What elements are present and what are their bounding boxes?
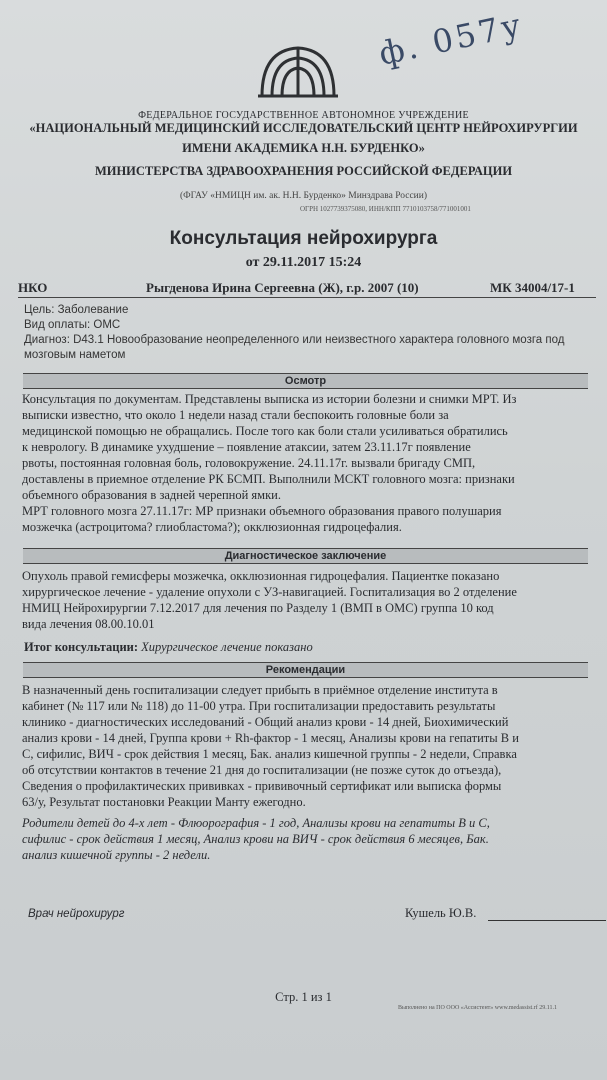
exam-line: доставлены в приемное отделение РК БСМП. Выполнили МСКТ головного мозга: признаки	[22, 472, 515, 486]
exam-line: МРТ головного мозга 27.11.17г: МР признаки объемного образования правого полушария	[22, 504, 502, 518]
medical-card-number: МК 34004/17-1	[490, 280, 575, 295]
diagnosis-line1: Диагноз: D43.1 Новообразование неопределенного или неизвестного характера головного мозга под	[24, 334, 565, 346]
exam-line: выписки известно, что около 1 недели назад стали беспокоить головные боли за	[22, 408, 449, 422]
rec-italic-line: сифилис - срок действия 1 месяц, Анализ крови на ВИЧ - срок действия 6 месяцев, Бак.	[22, 832, 489, 846]
patient-name: Рыгденова Ирина Сергеевна (Ж), г.р. 2007 (10)	[146, 280, 419, 295]
rec-line: анализ крови - 14 дней, Группа крови + Rh-фактор - 1 месяц, Анализы крови на гепатиты В и	[22, 731, 519, 745]
exam-line: объемного образования в задней черепной ямки.	[22, 488, 281, 502]
institute-logo	[256, 42, 340, 100]
recommendations-text	[22, 682, 592, 810]
payment-type: Вид оплаты: ОМС	[24, 319, 121, 331]
org-abbrev: (ФГАУ «НМИЦН им. ак. Н.Н. Бурденко» Минздрава России)	[179, 191, 428, 201]
rec-line: кабинет (№ 117 или № 118) до 11-00 утра. При госпитализации предоставить результаты	[22, 699, 496, 713]
diag-line: хирургическое лечение - удаление опухоли с УЗ-навигацией. Госпитализация во 2 отделение	[22, 585, 517, 599]
section-exam-title: Осмотр	[23, 373, 588, 389]
exam-line: медицинской помощью не обращались. После того как боли стали усиливаться обратились	[22, 424, 508, 438]
diagnosis-text	[22, 568, 592, 632]
rec-line: С, сифилис, ВИЧ - срок действия 1 месяц, Бак. анализ кишечной группы - 2 недели, Справка	[22, 747, 517, 761]
consultation-result	[24, 640, 313, 655]
section-recommendations-title: Рекомендации	[23, 662, 588, 678]
section-diagnosis-title: Диагностическое заключение	[23, 548, 588, 564]
exam-line: к неврологу. В динамике ухудшение – появление атаксии, затем 23.11.17г появление	[22, 440, 471, 454]
signature-line	[488, 920, 606, 921]
org-line1: ФЕДЕРАЛЬНОЕ ГОСУДАРСТВЕННОЕ АВТОНОМНОЕ УЧРЕЖДЕНИЕ	[138, 110, 469, 121]
diag-line: Опухоль правой гемисферы мозжечка, окклюзионная гидроцефалия. Пациентке показано	[22, 569, 500, 583]
page-title: Консультация нейрохирурга	[169, 228, 438, 249]
page-number: Стр. 1 из 1	[275, 990, 332, 1004]
org-line3: ИМЕНИ АКАДЕМИКА Н.Н. БУРДЕНКО»	[182, 141, 425, 155]
exam-line: рвоты, постоянная головная боль, головокружение. 24.11.17г. вызвали бригаду СМП,	[22, 456, 476, 470]
exam-line: мозжечка (астроцитома? глиобластома?); окклюзионная гидроцефалия.	[22, 520, 402, 534]
ministry: МИНИСТЕРСТВА ЗДРАВООХРАНЕНИЯ РОССИЙСКОЙ ФЕДЕРАЦИИ	[94, 164, 513, 178]
goal: Цель: Заболевание	[24, 304, 129, 316]
diag-line: НМИЦ Нейрохирургии 7.12.2017 для лечения по Разделу 1 (ВМП в ОМС) группа 10 код	[22, 601, 494, 615]
org-line2: «НАЦИОНАЛЬНЫЙ МЕДИЦИНСКИЙ ИССЛЕДОВАТЕЛЬСКИЙ ЦЕНТР НЕЙРОХИРУРГИИ	[29, 121, 578, 135]
rec-italic-line: Родители детей до 4-х лет - Флюорография - 1 год, Анализы крови на гепатиты В и С,	[22, 816, 490, 830]
diag-line: вида лечения 08.00.10.01	[22, 617, 155, 631]
rec-italic-line: анализ кишечной группы - 2 недели.	[22, 848, 211, 862]
exam-text	[22, 391, 592, 535]
recommendations-parents	[22, 815, 592, 863]
exam-line: Консультация по документам. Представлены выписка из истории болезни и снимки МРТ. Из	[22, 392, 517, 406]
result-value: Хирургическое лечение показано	[141, 640, 313, 654]
result-label: Итог консультации:	[24, 640, 139, 654]
department: НКО	[18, 280, 48, 295]
diagnosis-line2: мозговым наметом	[24, 349, 126, 361]
doctor-name: Кушель Ю.В.	[405, 906, 477, 920]
rec-line: Сведения о профилактических прививках - прививочный сертификат или выписка формы	[22, 779, 502, 793]
rec-line: В назначенный день госпитализации следует прибыть в приёмное отделение института в	[22, 683, 498, 697]
doctor-role: Врач нейрохирург	[28, 908, 125, 920]
rec-line: об отсутствии контактов в течение 21 дня до госпитализации (не позже суток до отъезда),	[22, 763, 502, 777]
rec-line: клинико - диагностических исследований - Общий анализ крови - 14 дней, Биохимический	[22, 715, 509, 729]
org-ogrn: ОГРН 1027739375080, ИНН/КПП 7710103758/771001001	[300, 205, 471, 213]
software-footer: Выполнено на ПО ООО «Ассистент» www.medassist.rf 29.11.1	[398, 1005, 557, 1011]
handwritten-form-number: ф. 057у	[375, 5, 527, 73]
consult-date: от 29.11.2017 15:24	[245, 255, 362, 270]
rec-line: 63/у, Результат постановки Реакции Манту ежегодно.	[22, 795, 306, 809]
divider	[18, 297, 596, 298]
